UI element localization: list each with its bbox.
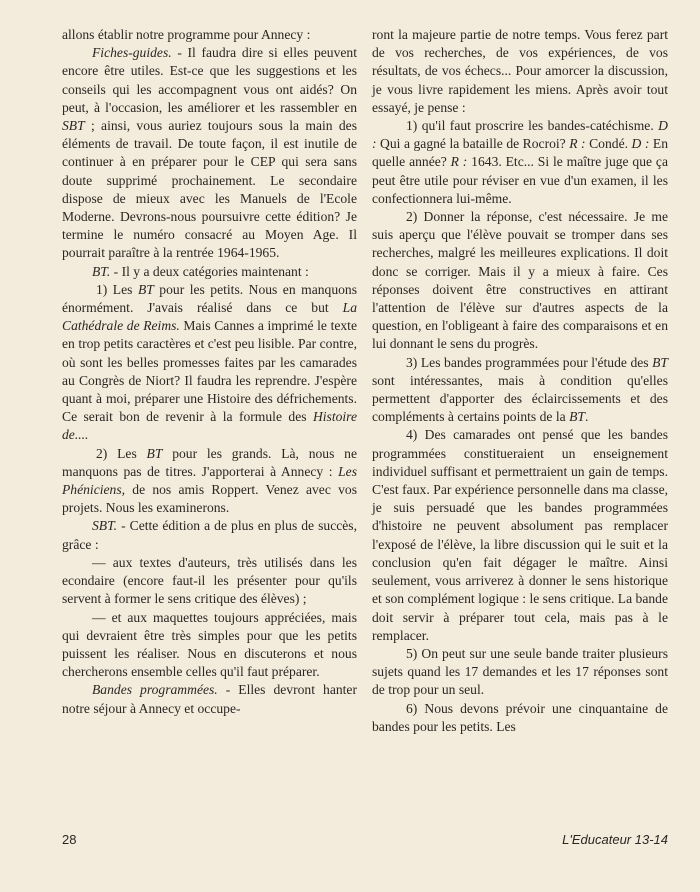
section-lead: Fiches-guides. xyxy=(92,45,172,61)
section-lead: SBT. xyxy=(92,518,118,534)
list-item-3: 3) Les bandes programmées pour l'étude des BT sont intéressantes, mais à condition qu'elles permettent d'apporter des éclaircissements et des compléments à certains points de la BT. xyxy=(372,354,668,425)
list-item-dash: — et aux maquettes toujours appréciées, mais qui devraient être très simples pour que les petits puissent les réaliser. Nous en discuterons et nous chercherons ensemble celles qu'il faut préparer. xyxy=(62,609,357,680)
list-item-1: 1) qu'il faut proscrire les bandes-catéchisme. D : Qui a gagné la bataille de Rocroi? R : Condé. D : En quelle année? R : 1643. Etc... Si le maître juge que ça peut être utile pour réviser en vue d'un examen, il les confectionnera lui-même. xyxy=(372,118,669,206)
paragraph-bt: BT. - Il y a deux catégories maintenant : xyxy=(92,263,309,279)
section-lead: Bandes programmées. xyxy=(92,682,218,698)
list-item-6: 6) Nous devons prévoir une cinquantaine de bandes pour les petits. Les xyxy=(372,700,668,734)
list-item-dash: — aux textes d'auteurs, très utilisés dans les econdaire (encore faut-il les présenter pour qu'ils servent à former le sens critique des élèves) ; xyxy=(62,554,357,607)
paragraph: allons établir notre programme pour Annecy : xyxy=(62,27,311,42)
paragraph-sbt: SBT. - Cette édition a de plus en plus de succès, grâce : xyxy=(62,518,357,552)
left-column xyxy=(62,26,357,718)
page-number: 28 xyxy=(62,832,77,847)
right-column xyxy=(372,26,668,736)
list-item-bt-grands: 2) Les BT pour les grands. Là, nous ne manquons pas de titres. J'apporterai à Annecy : Les Phéniciens, de nos amis Roppert. Venez avec vos projets. Nous les examinerons. xyxy=(62,445,358,516)
list-item-4: 4) Des camarades ont pensé que les bandes programmées constitueraient un enseignement individuel suffisant et permettraient un gain de temps. C'est faux. Par expérience personnelle dans ma classe, je suis persuadé que les bandes programmées d'histoire ne peuvent absolument pas remplacer l'exposé de l'élève, la libre discussion qui le suit et la conclusion qu'en fait dégager le maître. Ainsi seulement, vous arriverez à donner le sens historique et son complément logique : le sens critique. La bande doit servir à préparer tout cela, mais pas à le remplacer. xyxy=(372,427,668,643)
list-item-bt-petits: 1) Les BT pour les petits. Nous en manquons énormément. J'avais réalisé dans ce but La Cathédrale de Reims. Mais Cannes a imprimé le texte en trop petits caractères et c'est peu lisible. Par contre, où sont les belles promesses faites par les camarades au Congrès de Niort? Il faudra les reprendre. J'espère quant à moi, préparer une Histoire des défrichements. Ce serait bon de revenir à la formule des Histoire de.... xyxy=(62,281,358,443)
list-item-2: 2) Donner la réponse, c'est nécessaire. Je me suis aperçu que l'élève pouvait se tromper dans ses recherches, malgré les meilleures explications. Il doit donc se corriger. Mais il y a mieux à faire. Ces réponses doivent être constructives en attirant l'attention de l'élève sur d'autres aspects de la question, en l'obligeant à faire des comparaisons et en lui donnant le sens du progrès. xyxy=(372,209,668,352)
paragraph-bandes: Bandes programmées. - Elles devront hanter notre séjour à Annecy et occupe- xyxy=(62,682,357,716)
paragraph-fiches-guides: Fiches-guides. - Il faudra dire si elles peuvent encore être utiles. Est-ce que les suggestions et les conseils qui les accompagnent vous ont aidés? On peut, à l'occasion, les améliorer et les rassembler en SBT ; ainsi, vous auriez toujours sous la main des éléments de travail. De toute façon, il est inutile de continuer à en préparer pour le CEP qui sera sans doute supprimé prochainement. Le secondaire dispose de mieux avec les Manuels de l'Ecole Moderne. Devrons-nous poursuivre cette édition? Je termine le numéro consacré au Moyen Age. Il pourrait paraître à la rentrée 1964-1965. xyxy=(62,45,357,261)
journal-title: L'Educateur 13-14 xyxy=(562,832,668,847)
section-lead: BT. xyxy=(92,263,111,279)
list-item-5: 5) On peut sur une seule bande traiter plusieurs sujets quand les 17 demandes et les 17 réponses sont de trop pour un seul. xyxy=(372,645,668,698)
page-footer xyxy=(62,832,668,852)
paragraph: ront la majeure partie de notre temps. Vous ferez part de vos recherches, de vos expériences, de vos résultats, de vos échecs... Pour amorcer la discussion, je vous livre rapidement les miens. Après avoir tout essayé, je pense : xyxy=(372,27,668,115)
